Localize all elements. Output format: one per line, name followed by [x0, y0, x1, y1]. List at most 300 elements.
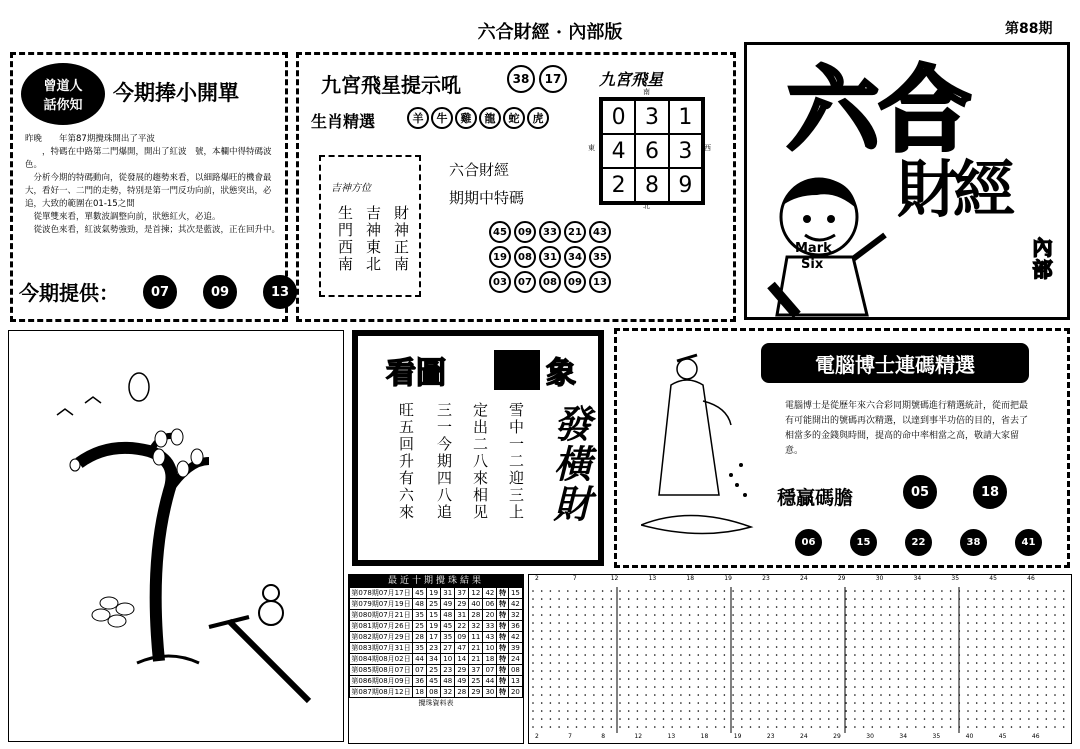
hist-dot: [689, 702, 691, 704]
hist-dot: [889, 694, 891, 696]
hist-dot: [637, 718, 639, 720]
dir-right: 西: [704, 144, 711, 152]
hist-dot: [880, 638, 882, 640]
hist-dot: [541, 702, 543, 704]
hist-dot: [750, 646, 752, 648]
hist-dot: [811, 718, 813, 720]
grid-cell: 3: [635, 100, 668, 134]
hist-dot: [767, 638, 769, 640]
result-issue: 第087期08月12日: [351, 688, 411, 696]
hist-dot: [872, 702, 874, 704]
hist-dot: [1046, 710, 1048, 712]
result-number: 45: [441, 621, 455, 632]
hist-dot: [567, 606, 569, 608]
hist-dot: [845, 670, 847, 672]
hist-dot: [741, 622, 743, 624]
hist-dot: [645, 606, 647, 608]
hist-dot: [941, 710, 943, 712]
hist-dot: [558, 718, 560, 720]
hist-dot: [1019, 590, 1021, 592]
hist-dot: [602, 670, 604, 672]
hist-dot: [950, 694, 952, 696]
hist-dot: [1002, 670, 1004, 672]
special-label: 特: [497, 632, 508, 643]
hist-dot: [1002, 614, 1004, 616]
hist-dot: [645, 726, 647, 728]
hist-dot: [837, 590, 839, 592]
hist-dot: [750, 590, 752, 592]
hist-dot: [593, 598, 595, 600]
hist-dot: [558, 662, 560, 664]
hist-dot: [932, 678, 934, 680]
hist-dot: [663, 686, 665, 688]
mid-line1: 六合財經: [449, 161, 510, 179]
bubble-line2: 話你知: [43, 98, 83, 113]
hist-dot: [567, 622, 569, 624]
hist-dot: [750, 638, 752, 640]
result-issue: 第082期07月29日: [351, 633, 411, 641]
hist-dot: [845, 702, 847, 704]
hist-dot: [619, 622, 621, 624]
hist-dot: [532, 630, 534, 632]
hist-dot: [602, 638, 604, 640]
hist-dot: [671, 710, 673, 712]
hist-dot: [889, 614, 891, 616]
hist-dot: [993, 638, 995, 640]
hist-dot: [1054, 606, 1056, 608]
hist-dot: [567, 726, 569, 728]
hist-dot: [584, 702, 586, 704]
hist-dot: [576, 710, 578, 712]
hist-dot: [671, 654, 673, 656]
hist-dot: [758, 630, 760, 632]
hist-dot: [637, 670, 639, 672]
hist-dot: [1054, 678, 1056, 680]
hist-dot: [932, 726, 934, 728]
hist-dot: [741, 614, 743, 616]
hist-dot: [941, 678, 943, 680]
hist-dot: [671, 630, 673, 632]
guess-col: 旺五回升有六來: [397, 402, 415, 521]
hist-dot: [924, 678, 926, 680]
hist-dot: [654, 670, 656, 672]
hist-dot: [654, 646, 656, 648]
guess-col: 定出二八來相见: [471, 402, 489, 521]
hist-dot: [619, 678, 621, 680]
hist-dot: [532, 606, 534, 608]
hist-dot: [854, 598, 856, 600]
hist-dot: [872, 638, 874, 640]
hist-dot: [837, 614, 839, 616]
hist-dot: [663, 590, 665, 592]
hist-dot: [576, 606, 578, 608]
hist-dot: [767, 678, 769, 680]
hist-dot: [715, 710, 717, 712]
hist-dot: [654, 606, 656, 608]
hist-dot: [915, 614, 917, 616]
hist-dot: [576, 638, 578, 640]
hist-dot: [776, 710, 778, 712]
hist-dot: [932, 654, 934, 656]
hist-dot: [706, 678, 708, 680]
hist-dot: [854, 662, 856, 664]
hist-dot: [819, 606, 821, 608]
hist-dot: [741, 710, 743, 712]
hist-dot: [985, 654, 987, 656]
hist-dot: [1002, 678, 1004, 680]
hist-dot: [611, 694, 613, 696]
hist-label: 19: [733, 733, 742, 740]
offer-ball: 13: [263, 275, 297, 309]
hist-label: 13: [667, 733, 676, 740]
hist-dot: [889, 630, 891, 632]
hist-dot: [663, 710, 665, 712]
hist-dot: [872, 630, 874, 632]
hist-dot: [593, 686, 595, 688]
hist-dot: [567, 718, 569, 720]
hist-dot: [889, 598, 891, 600]
hist-dot: [741, 686, 743, 688]
hist-dot: [715, 726, 717, 728]
hist-dot: [541, 710, 543, 712]
grid-cell: 8: [635, 168, 668, 202]
result-number: 15: [427, 610, 441, 621]
special-ball: 31: [539, 246, 561, 268]
hist-dot: [802, 654, 804, 656]
result-row: [350, 610, 523, 621]
hist-dot: [906, 726, 908, 728]
hist-dot: [976, 630, 978, 632]
hist-dot: [532, 638, 534, 640]
hist-dot: [663, 678, 665, 680]
result-number: 25: [427, 665, 441, 676]
hist-dot: [898, 606, 900, 608]
hist-dot: [724, 622, 726, 624]
hist-label: 13: [648, 575, 657, 582]
hist-dot: [819, 694, 821, 696]
result-special: 08: [508, 665, 522, 676]
hist-dot: [671, 726, 673, 728]
hist-dot: [1037, 646, 1039, 648]
hist-dot: [802, 662, 804, 664]
result-number: 23: [427, 643, 441, 654]
hist-dot: [906, 630, 908, 632]
result-number: 19: [427, 588, 441, 599]
hist-dot: [993, 710, 995, 712]
result-number: 25: [469, 676, 483, 687]
hist-label: 18: [686, 575, 695, 582]
row-ball: 22: [905, 529, 932, 556]
hist-dot: [776, 598, 778, 600]
hist-dot: [1046, 718, 1048, 720]
hist-dot: [1019, 702, 1021, 704]
hist-dot: [602, 630, 604, 632]
hist-dot: [845, 678, 847, 680]
hist-dot: [915, 662, 917, 664]
hist-dot: [532, 614, 534, 616]
result-row: [350, 632, 523, 643]
guess-big: 發橫財: [547, 404, 591, 524]
hist-dot: [959, 670, 961, 672]
hist-dot: [898, 718, 900, 720]
hist-dot: [880, 606, 882, 608]
hist-dot: [1011, 662, 1013, 664]
row-balls: [795, 529, 1042, 556]
hist-dot: [985, 614, 987, 616]
hist-dot: [689, 686, 691, 688]
hist-dot: [1011, 702, 1013, 704]
hist-dot: [706, 710, 708, 712]
hist-dot: [828, 590, 830, 592]
hist-dot: [1002, 630, 1004, 632]
hist-dot: [802, 670, 804, 672]
hist-dot: [959, 662, 961, 664]
hist-dot: [698, 718, 700, 720]
hist-dot: [889, 646, 891, 648]
hist-dot: [741, 590, 743, 592]
hist-dot: [628, 718, 630, 720]
hist-dot: [611, 726, 613, 728]
hist-dot: [706, 630, 708, 632]
hist-dot: [1054, 710, 1056, 712]
hist-dot: [750, 694, 752, 696]
hist-dot: [767, 670, 769, 672]
hist-dot: [732, 726, 734, 728]
hist-dot: [837, 678, 839, 680]
sage-illustration: [641, 345, 761, 545]
result-number: 36: [413, 676, 427, 687]
hist-dot: [950, 614, 952, 616]
hist-dot: [785, 702, 787, 704]
hist-dot: [541, 614, 543, 616]
hist-dot: [863, 718, 865, 720]
hist-dot: [950, 678, 952, 680]
hist-dot: [1037, 726, 1039, 728]
hist-dot: [889, 678, 891, 680]
computer-body: 電腦博士是從歷年來六合彩同期號碼進行精選統計，從而把最有可能開出的號碼再次精選，以達到事半功倍的目的，省去了相當多的金錢與時間，提高的命中率相當之高，敬請大家留意。: [785, 401, 1029, 456]
hist-dot: [628, 614, 630, 616]
hist-dot: [1063, 662, 1065, 664]
hist-dot: [1019, 678, 1021, 680]
hist-dot: [732, 670, 734, 672]
results-footer: 攪珠資料表: [418, 699, 454, 707]
hist-dot: [767, 614, 769, 616]
hist-dot: [1028, 686, 1030, 688]
hist-dot: [872, 614, 874, 616]
hist-dot: [776, 678, 778, 680]
hist-dot: [941, 694, 943, 696]
hist-dot: [932, 646, 934, 648]
hist-dot: [1063, 654, 1065, 656]
hist-dot: [993, 686, 995, 688]
hist-dot: [776, 702, 778, 704]
hist-dot: [611, 646, 613, 648]
hist-dot: [706, 614, 708, 616]
hist-dot: [863, 622, 865, 624]
hist-dot: [959, 606, 961, 608]
logo-six: Six: [801, 257, 824, 272]
result-number: 31: [441, 588, 455, 599]
hist-dot: [872, 606, 874, 608]
hist-dot: [732, 614, 734, 616]
hist-dot: [985, 662, 987, 664]
hist-dot: [584, 606, 586, 608]
hist-dot: [541, 694, 543, 696]
hist-dot: [828, 678, 830, 680]
hist-dot: [1002, 718, 1004, 720]
hist-dot: [741, 678, 743, 680]
logo-panel: [744, 42, 1070, 320]
result-number: 29: [469, 687, 483, 698]
hist-dot: [1011, 590, 1013, 592]
hist-dot: [854, 702, 856, 704]
hist-dot: [671, 598, 673, 600]
hist-dot: [793, 726, 795, 728]
hist-dot: [1019, 630, 1021, 632]
hist-dot: [1054, 702, 1056, 704]
hist-dot: [1028, 638, 1030, 640]
special-ball: 07: [514, 271, 536, 293]
hist-dot: [593, 654, 595, 656]
hist-dot: [793, 686, 795, 688]
result-number: 49: [455, 676, 469, 687]
hist-dot: [758, 670, 760, 672]
hist-dot: [715, 718, 717, 720]
row-ball: 15: [850, 529, 877, 556]
hist-dot: [932, 622, 934, 624]
hist-dot: [1019, 710, 1021, 712]
hist-dot: [793, 646, 795, 648]
hist-dot: [558, 670, 560, 672]
hist-dot: [1054, 638, 1056, 640]
special-ball: 08: [514, 246, 536, 268]
zodiac-sign: 雞: [455, 107, 477, 129]
hist-dot: [1063, 726, 1065, 728]
hist-dot: [758, 662, 760, 664]
result-number: 27: [441, 643, 455, 654]
hist-dot: [698, 646, 700, 648]
hist-dot: [950, 606, 952, 608]
tip-paragraph: 分析今期的特碼動向，從發展的趨勢來看，以細路爆旺的機會最大，看好一、二門的走勢，特別是第一門反功向前，狀態突出，必追，大致的範圍在01-15之間: [25, 173, 272, 209]
hist-dot: [1002, 662, 1004, 664]
hist-dot: [1011, 598, 1013, 600]
hist-dot: [941, 686, 943, 688]
hist-dot: [1037, 662, 1039, 664]
hist-dot: [915, 622, 917, 624]
hist-dot: [680, 622, 682, 624]
hist-dot: [767, 718, 769, 720]
hist-dot: [558, 654, 560, 656]
hist-dot: [863, 638, 865, 640]
hist-dot: [1019, 670, 1021, 672]
hist-label: 2: [535, 575, 539, 582]
hist-dot: [880, 614, 882, 616]
hist-dot: [767, 654, 769, 656]
hist-dot: [811, 670, 813, 672]
hist-dot: [593, 702, 595, 704]
hist-dot: [889, 718, 891, 720]
hist-dot: [993, 662, 995, 664]
stable-ball: 05: [903, 475, 937, 509]
hist-dot: [793, 702, 795, 704]
hist-dot: [680, 694, 682, 696]
hist-dot: [1011, 646, 1013, 648]
result-number: 17: [427, 632, 441, 643]
hist-dot: [985, 686, 987, 688]
result-number: 31: [455, 610, 469, 621]
hist-dot: [932, 662, 934, 664]
hist-dot: [785, 630, 787, 632]
hist-dot: [889, 662, 891, 664]
hist-dot: [880, 678, 882, 680]
hist-dot: [645, 622, 647, 624]
hist-dot: [837, 670, 839, 672]
hist-dot: [976, 678, 978, 680]
hist-dot: [889, 710, 891, 712]
zodiac-sign: 牛: [431, 107, 453, 129]
hist-dot: [819, 670, 821, 672]
hist-dot: [558, 694, 560, 696]
hist-dot: [732, 710, 734, 712]
hist-dot: [845, 654, 847, 656]
hist-dot: [550, 702, 552, 704]
special-ball: 35: [589, 246, 611, 268]
hist-dot: [976, 718, 978, 720]
hist-dot: [967, 598, 969, 600]
hist-dot: [828, 646, 830, 648]
hist-dot: [750, 710, 752, 712]
hist-dot: [828, 702, 830, 704]
hist-dot: [584, 598, 586, 600]
hist-dot: [828, 726, 830, 728]
hist-dot: [671, 614, 673, 616]
hist-dot: [1046, 686, 1048, 688]
hist-dot: [793, 678, 795, 680]
hist-dot: [898, 710, 900, 712]
hist-dot: [558, 710, 560, 712]
hist-dot: [654, 710, 656, 712]
history-chart-panel: [528, 574, 1072, 744]
hist-dot: [828, 638, 830, 640]
hist-dot: [828, 670, 830, 672]
hist-label: 35: [951, 575, 960, 582]
hist-dot: [689, 606, 691, 608]
hist-dot: [819, 678, 821, 680]
special-ball: 45: [489, 221, 511, 243]
hist-dot: [550, 646, 552, 648]
hist-dot: [898, 614, 900, 616]
hist-label: 2: [535, 733, 539, 740]
result-number: 48: [413, 599, 427, 610]
hist-dot: [985, 622, 987, 624]
hist-dot: [541, 606, 543, 608]
hist-dot: [1019, 622, 1021, 624]
result-row: [350, 687, 523, 698]
hist-dot: [541, 726, 543, 728]
hist-dot: [906, 622, 908, 624]
hist-dot: [732, 702, 734, 704]
hist-dot: [706, 606, 708, 608]
hist-dot: [741, 662, 743, 664]
hist-dot: [1046, 646, 1048, 648]
hist-dot: [924, 718, 926, 720]
hist-dot: [619, 670, 621, 672]
hist-dot: [967, 670, 969, 672]
hist-dot: [872, 670, 874, 672]
hist-dot: [837, 662, 839, 664]
result-number: 37: [469, 665, 483, 676]
hist-dot: [967, 638, 969, 640]
